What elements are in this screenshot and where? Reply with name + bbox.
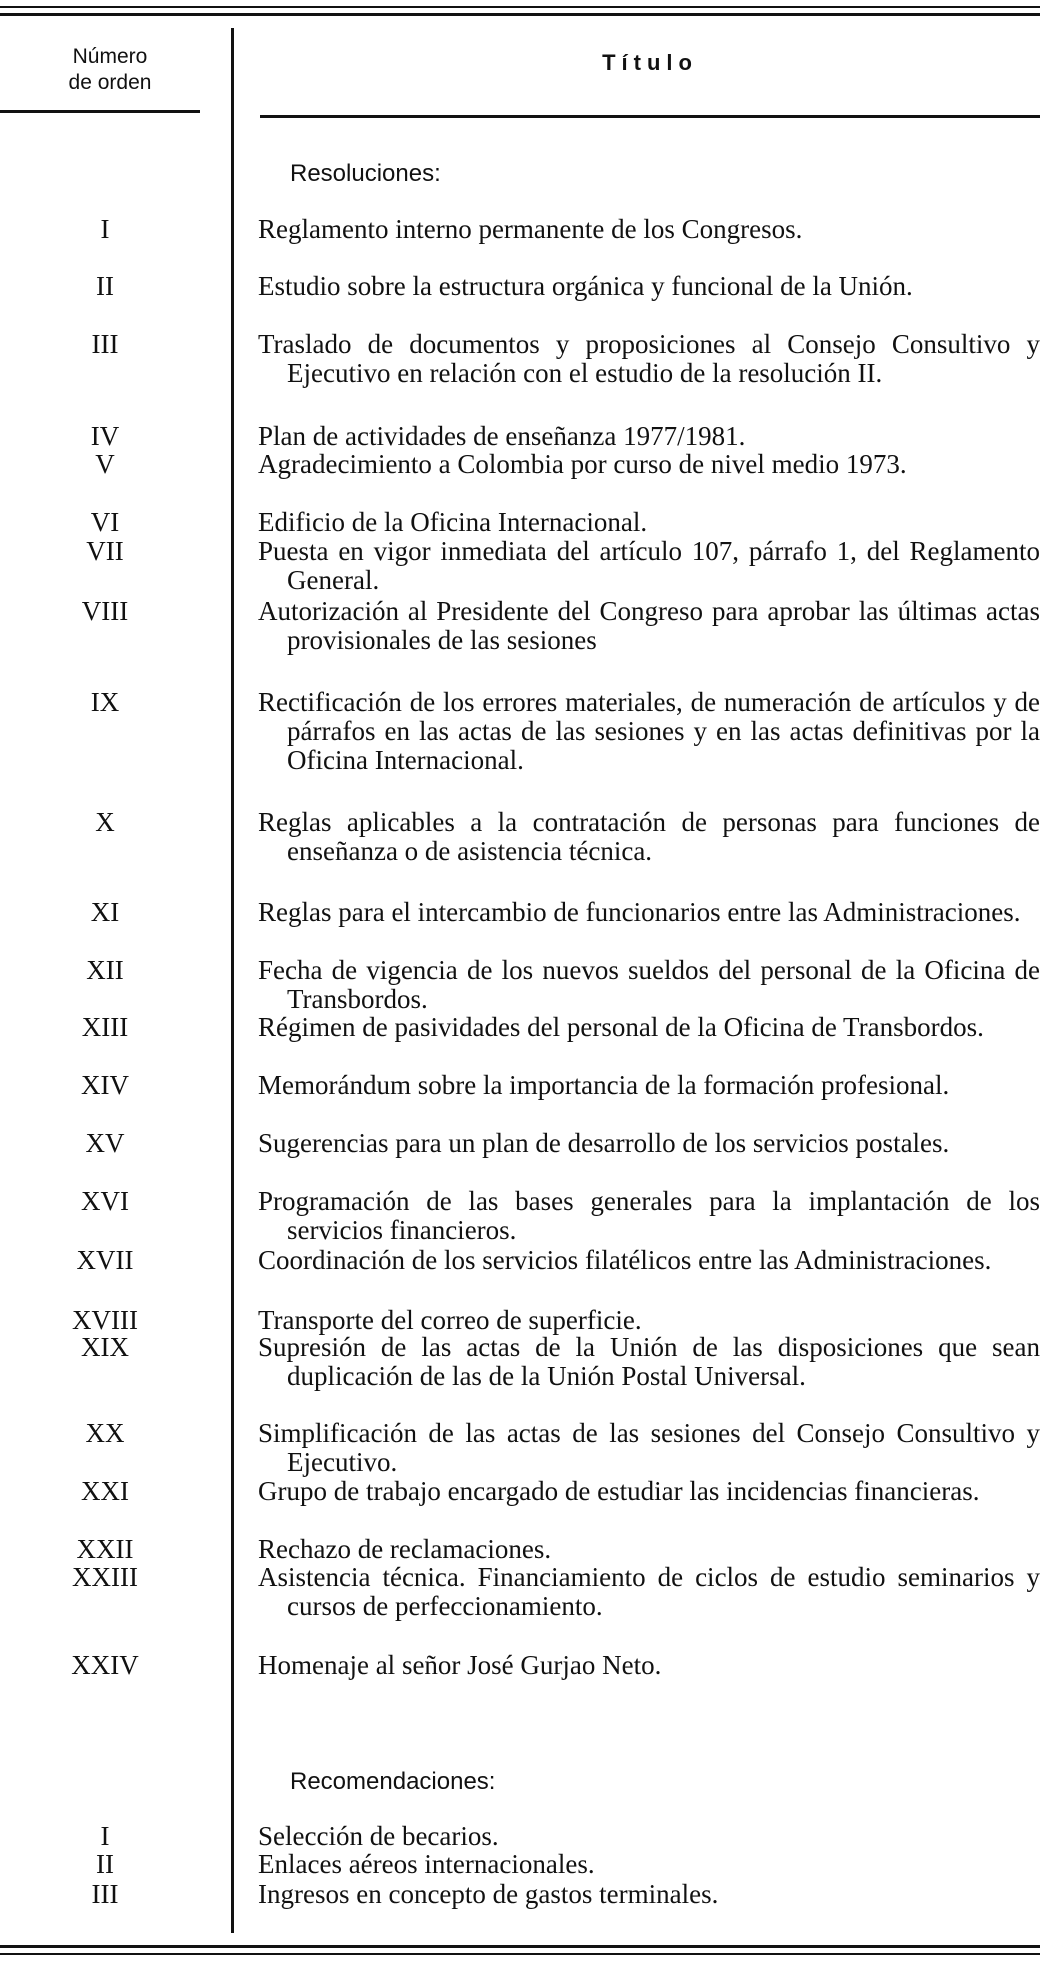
item-title: Simplificación de las actas de las sesiones del Consejo Consultivo y Ejecutivo.: [258, 1418, 1040, 1477]
column-divider: [231, 28, 234, 1933]
item-title: Régimen de pasividades del personal de la Oficina de Transbordos.: [258, 1012, 984, 1042]
order-number: II: [96, 271, 114, 301]
order-number: XXI: [81, 1476, 129, 1506]
item-title: Agradecimiento a Colombia por curso de nivel medio 1973.: [258, 449, 907, 479]
numero-header: Número de orden: [68, 45, 152, 94]
item-title: Memorándum sobre la importancia de la formación profesional.: [258, 1070, 950, 1100]
order-number: XXIV: [71, 1650, 139, 1680]
section-heading-resoluciones: Resoluciones:: [290, 160, 441, 187]
order-number: XVI: [81, 1186, 129, 1216]
order-number: XX: [85, 1418, 125, 1448]
item-title: Reglamento interno permanente de los Congresos.: [258, 214, 803, 244]
item-title: Estudio sobre la estructura orgánica y funcional de la Unión.: [258, 271, 913, 301]
item-title: Enlaces aéreos internacionales.: [258, 1849, 595, 1879]
section-heading-recomendaciones: Recomendaciones:: [290, 1768, 496, 1795]
bottom-rule-1: [0, 1945, 1040, 1948]
item-title: Selección de becarios.: [258, 1821, 499, 1851]
item-title: Transporte del correo de superficie.: [258, 1305, 642, 1335]
item-title: Coordinación de los servicios filatélicos entre las Administraciones.: [258, 1245, 992, 1275]
item-title: Asistencia técnica. Financiamiento de ciclos de estudio seminarios y cursos de perfeccionamiento.: [258, 1562, 1040, 1621]
order-number: XVII: [76, 1245, 134, 1275]
order-number: XII: [86, 955, 124, 985]
order-number: X: [95, 807, 115, 837]
item-title: Supresión de las actas de la Unión de las disposiciones que sean duplicación de las de la Unión Postal Universal.: [258, 1332, 1040, 1391]
item-title: Plan de actividades de enseñanza 1977/1981.: [258, 421, 746, 451]
order-number: XXIII: [72, 1562, 138, 1592]
order-number: IX: [90, 687, 120, 717]
order-number: III: [91, 329, 119, 359]
order-number: III: [91, 1879, 119, 1909]
item-title: Edificio de la Oficina Internacional.: [258, 507, 648, 537]
item-title: Rechazo de reclamaciones.: [258, 1534, 552, 1564]
item-title: Traslado de documentos y proposiciones al Consejo Consultivo y Ejecutivo en relación con el estudio de la resolución II.: [258, 329, 1040, 388]
order-number: XIII: [81, 1012, 129, 1042]
item-title: Reglas para el intercambio de funcionarios entre las Administraciones.: [258, 897, 1021, 927]
item-title: Sugerencias para un plan de desarrollo de los servicios postales.: [258, 1128, 950, 1158]
order-number: V: [95, 449, 115, 479]
order-number: XIX: [81, 1332, 129, 1362]
order-number: II: [96, 1849, 114, 1879]
item-title: Homenaje al señor José Gurjao Neto.: [258, 1650, 662, 1680]
header-rule-right: [260, 115, 1040, 118]
item-title: Puesta en vigor inmediata del artículo 107, párrafo 1, del Reglamento General.: [258, 536, 1040, 595]
item-title: Autorización al Presidente del Congreso para aprobar las últimas actas provisionales de las sesiones: [258, 596, 1040, 655]
bottom-rule-2: [0, 1953, 1040, 1955]
item-title: Programación de las bases generales para la implantación de los servicios financieros.: [258, 1186, 1040, 1245]
order-number: XVIII: [72, 1305, 138, 1335]
order-number: XV: [85, 1128, 125, 1158]
item-title: Ingresos en concepto de gastos terminales.: [258, 1879, 719, 1909]
header-rule-left: [0, 110, 200, 113]
top-rule-2: [0, 13, 1040, 16]
order-number: I: [100, 1821, 110, 1851]
order-number: VII: [86, 536, 124, 566]
item-title: Reglas aplicables a la contratación de personas para funciones de enseñanza o de asistencia técnica.: [258, 807, 1040, 866]
order-number: I: [100, 214, 110, 244]
item-title: Rectificación de los errores materiales, de numeración de artículos y de párrafos en las actas de las sesiones y en las actas definitivas por la Oficina Internacional.: [258, 687, 1040, 775]
order-number: VIII: [81, 596, 129, 626]
order-number: IV: [90, 421, 120, 451]
order-number: VI: [90, 507, 120, 537]
order-number: XIV: [81, 1070, 129, 1100]
item-title: Grupo de trabajo encargado de estudiar las incidencias financieras.: [258, 1476, 980, 1506]
item-title: Fecha de vigencia de los nuevos sueldos del personal de la Oficina de Transbordos.: [258, 955, 1040, 1014]
order-number: XXII: [76, 1534, 134, 1564]
order-number: XI: [90, 897, 120, 927]
top-rule-1: [0, 6, 1040, 8]
titulo-header: Título: [602, 50, 698, 75]
